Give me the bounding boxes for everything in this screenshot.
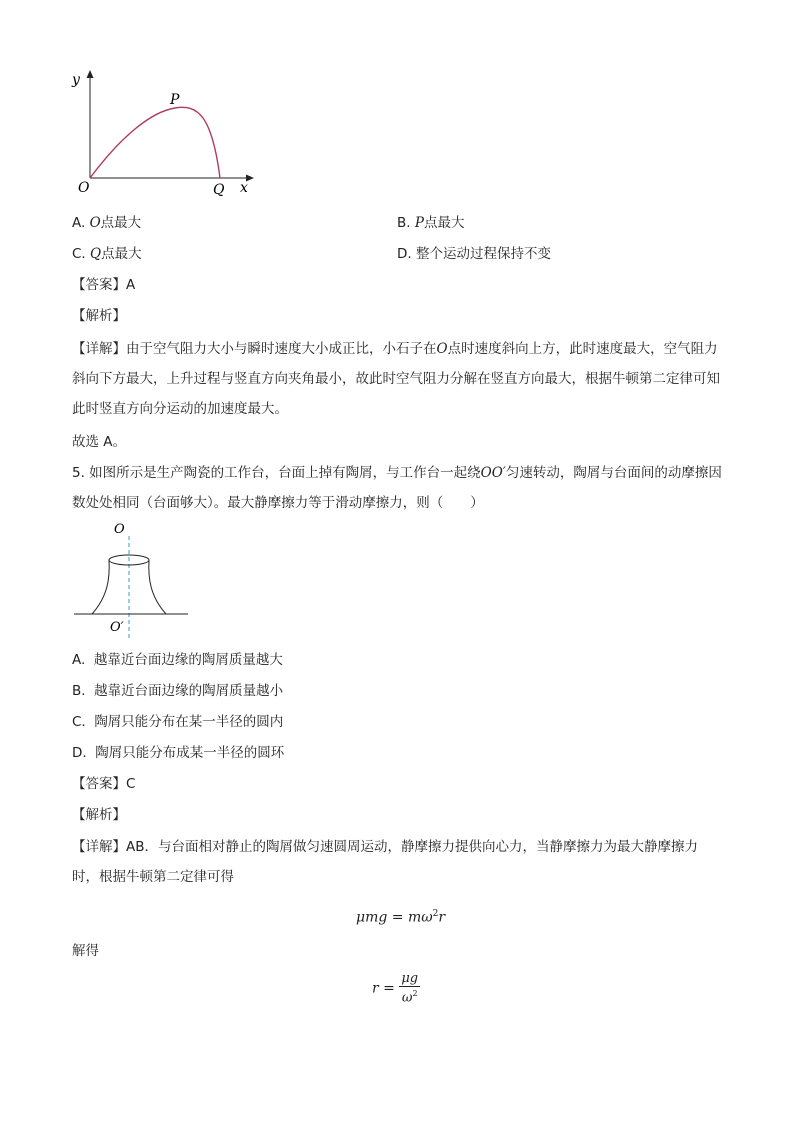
q5-solve-label: 解得 [72, 943, 99, 959]
turntable-figure [70, 518, 200, 640]
x-label: x [240, 180, 248, 196]
q5-analysis-heading: 【解析】 [72, 807, 126, 823]
equation-1: $\mu mg = m\omega^2r$ [356, 909, 446, 926]
q4-option-b: B. P点最大 [397, 215, 465, 231]
q4-option-c: C. Q点最大 [72, 246, 142, 262]
q4-conclusion: 故选 A。 [72, 434, 127, 450]
q4-answer: 【答案】A [72, 277, 136, 293]
q5-option-a: A. 越靠近台面边缘的陶屑质量越大 [72, 652, 283, 668]
q5-option-c: C. 陶屑只能分布在某一半径的圆内 [72, 714, 284, 730]
q5-detail: 【详解】AB．与台面相对静止的陶屑做匀速圆周运动，静摩擦力提供向心力，当静摩擦力为最大静摩擦力时，根据牛顿第二定律可得 [72, 839, 698, 885]
axis-top-label: O [114, 522, 125, 537]
point-p-label: P [170, 92, 180, 108]
q4-option-d: D. 整个运动过程保持不变 [397, 246, 551, 262]
pot-right-side [149, 560, 166, 614]
y-axis-arrow [87, 70, 94, 78]
q5-option-d: D. 陶屑只能分布成某一半径的圆环 [72, 745, 285, 761]
q5-stem: 5. 如图所示是生产陶瓷的工作台，台面上掉有陶屑，与工作台一起绕OO′匀速转动，陶屑与台面间的动摩擦因数处处相同（台面够大）。最大静摩擦力等于滑动摩擦力，则（ ） [72, 465, 722, 511]
fraction: $\frac{\mu g}{\omega^2}$ [401, 971, 419, 1006]
trajectory-figure [70, 66, 260, 200]
point-q-label: Q [213, 182, 225, 198]
q4-analysis-heading: 【解析】 [72, 308, 126, 324]
q4-detail: 【详解】由于空气阻力大小与瞬时速度大小成正比，小石子在O点时速度斜向上方，此时速度最大，空气阻力斜向下方最大，上升过程与竖直方向夹角最小，故此时空气阻力分解在竖直方向最大，根据牛顿第二定律可知此时竖直方向分运动的加速度最大。 [72, 341, 720, 417]
q5-answer: 【答案】C [72, 776, 136, 792]
equation-2: r = $\frac{\mu g}{\omega^2}$ [372, 971, 419, 1006]
q5-option-b: B. 越靠近台面边缘的陶屑质量越小 [72, 683, 284, 699]
y-label: y [72, 72, 80, 88]
pot-left-side [92, 560, 109, 614]
trajectory-curve [90, 107, 220, 178]
origin-label: O [78, 180, 90, 196]
q4-option-a: A. O点最大 [72, 215, 142, 231]
axis-bottom-label: O′ [110, 620, 124, 635]
